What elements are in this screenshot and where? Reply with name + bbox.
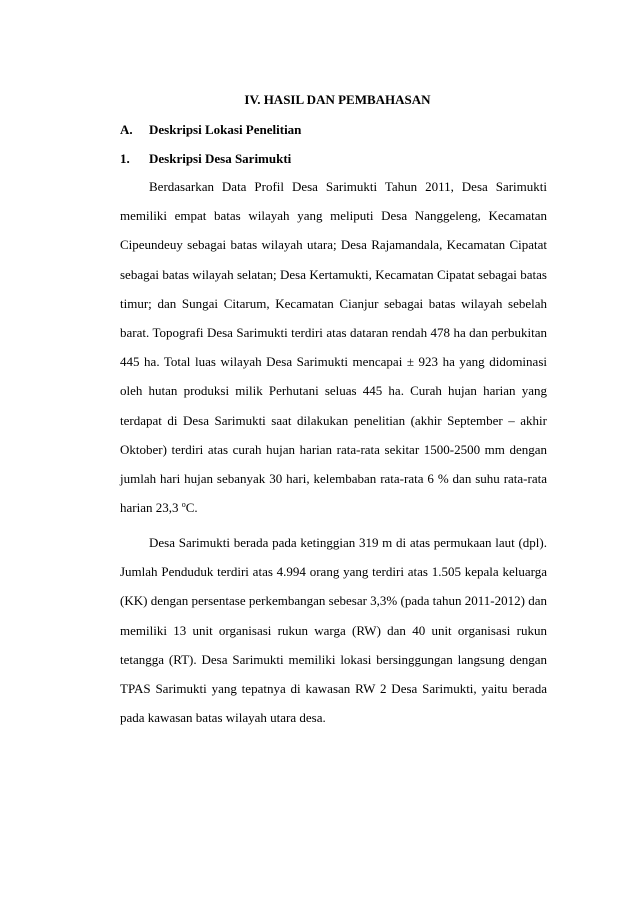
section-number-a: A. (120, 122, 133, 137)
body-paragraph-2: Desa Sarimukti berada pada ketinggian 319 m di atas permukaan laut (dpl). Jumlah Penduduk terdiri atas 4.994 orang yang terdiri atas 1.505 kepala keluarga (KK) dengan persentase perkembangan sebesar 3,3% (pada tahun 2011-2012) dan memiliki 13 unit organisasi rukun warga (RW) dan 40 unit organisasi rukun tetangga (RT). Desa Sarimukti memiliki lokasi bersinggungan langsung dengan TPAS Sarimukti yang tepatnya di kawasan RW 2 Desa Sarimukti, yaitu berada pada kawasan batas wilayah utara desa. (120, 535, 547, 726)
body-paragraph-1 (120, 172, 547, 522)
section-heading-a (120, 122, 301, 138)
section-number-1: 1. (120, 151, 130, 166)
section-title-a: Deskripsi Lokasi Penelitian (149, 122, 302, 137)
section-heading-1 (120, 151, 291, 167)
paragraph-1-text: Berdasarkan Data Profil Desa Sarimukti Tahun 2011, Desa Sarimukti memiliki empat batas wilayah yang meliputi Desa Nanggeleng, Kecamatan Cipeundeuy sebagai batas wilayah utara; Desa Rajamandala, Kecamatan Cipatat sebagai batas wilayah selatan; Desa Kertamukti, Kecamatan Cipatat sebagai batas timur; dan Sungai Citarum, Kecamatan Cianjur sebagai batas wilayah sebelah barat. Topografi Desa Sarimukti terdiri atas dataran rendah 478 ha dan perbukitan 445 ha. Total luas wilayah Desa Sarimukti mencapai ± 923 ha yang didominasi oleh hutan produksi milik Perhutani seluas 445 ha. Curah hujan harian yang terdapat di Desa Sarimukti saat dilakukan penelitian (akhir September – akhir Oktober) terdiri atas curah hujan harian rata-rata sekitar 1500-2500 mm dengan jumlah hari hujan sebanyak 30 hari, kelembaban rata-rata 6 % dan suhu rata-rata harian 23,3 (120, 179, 547, 516)
paragraph-1-end: C. (185, 500, 198, 516)
section-title-1: Deskripsi Desa Sarimukti (149, 151, 292, 166)
degree-symbol: o (181, 500, 186, 510)
chapter-title: IV. HASIL DAN PEMBAHASAN (244, 92, 431, 107)
